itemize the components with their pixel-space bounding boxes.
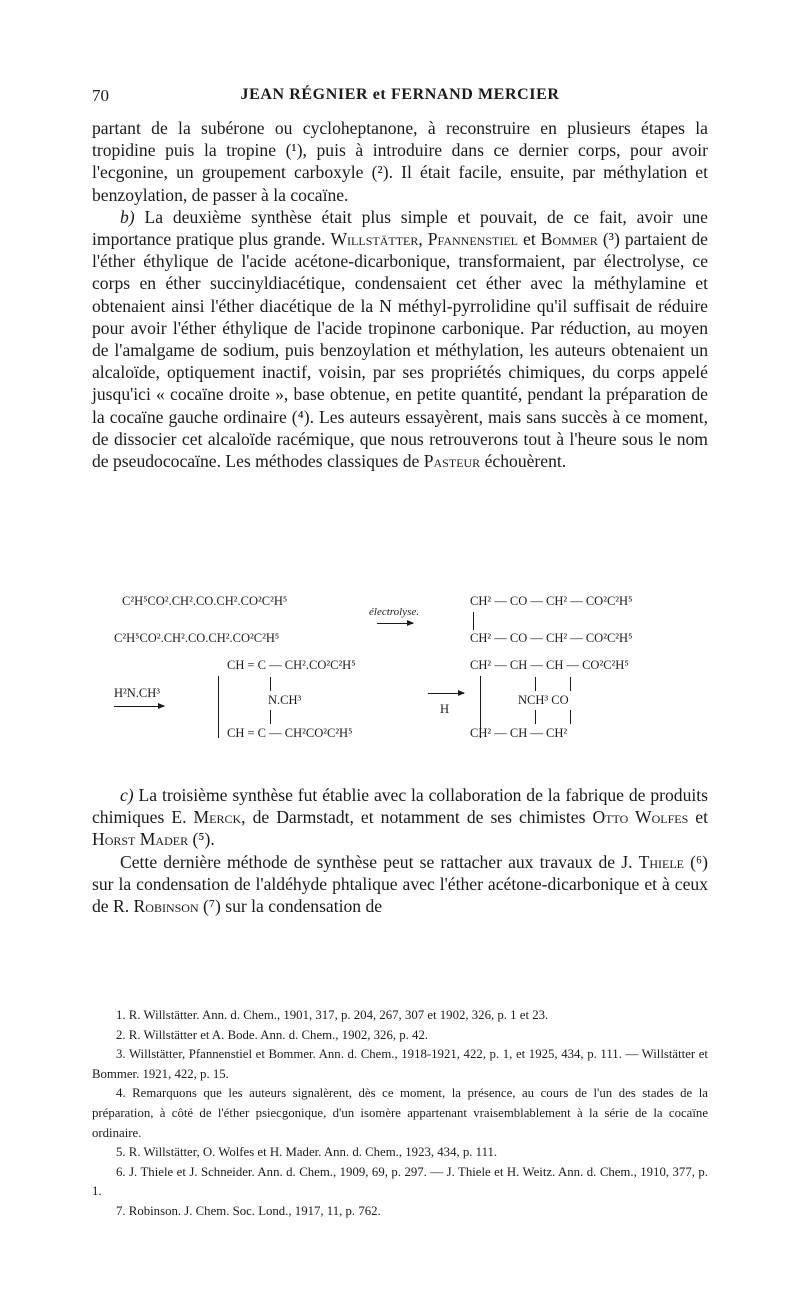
- paragraph-second-synthesis: b) La deuxième synthèse était plus simple et pouvait, de ce fait, avoir une importance pratique plus grande. Willstätter, Pfannenstiel et Bommer (³) partaient de l'éther éthylique de l'acide acétone-dicarbonique, transformaient, par électrolyse, ce corps en éther succinyldiacétique, condensaient cet éther avec la méthylamine et obtenaient ainsi l'éther diacétique de la N méthyl-pyrrolidine qu'il suffisait de réduire pour avoir l'éther éthylique de l'acide tropinone carbonique. Par réduction, au moyen de l'amalgame de sodium, puis benzoylation et méthylation, les auteurs obtenaient un alcaloïde, optiquement inactif, voisin, par ses propriétés chimiques, du corps appelé jusqu'ici « cocaïne droite », base obtenue, en petite quantité, pendant la préparation de la cocaïne gauche ordinaire (⁴). Les auteurs essayèrent, mais sans succès à ce moment, de dissocier cet alcaloïde racémique, que nous retrouverons tout à l'heure sous le nom de pseudococaïne. Les méthodes classiques de Pasteur échouèrent.: [92, 206, 708, 472]
- arrow-electrolysis: [377, 623, 413, 624]
- bond-line-succinyl: [473, 612, 474, 630]
- footnote-1: 1. R. Willstätter. Ann. d. Chem., 1901, 317, p. 204, 267, 307 et 1902, 326, p. 1 et 23.: [116, 1008, 549, 1022]
- footnote-6: 6. J. Thiele et J. Schneider. Ann. d. Chem., 1909, 69, p. 297. — J. Thiele et H. Weitz. Ann. d. Chem., 1910, 377, p. 1.: [92, 1164, 708, 1199]
- formula-right-top: CH² — CO — CH² — CO²C²H⁵: [470, 594, 633, 608]
- arrow-reduction: [428, 693, 464, 694]
- bond-line-pyrrole: [218, 676, 219, 738]
- footnote-2: 2. R. Willstätter et A. Bode. Ann. d. Chem., 1902, 326, p. 42.: [116, 1027, 429, 1042]
- author-names: Willstätter, Pfannenstiel: [330, 229, 518, 250]
- paragraph-continuation: partant de la subérone ou cycloheptanone, à reconstruire en plusieurs étapes la tropidine puis la tropine (¹), puis à introduire dans ce dernier corps, pour avoir l'ecgonine, un groupement carboxyle (²). Il était facile, ensuite, par méthylation et benzoylation, de passer à la cocaïne.: [92, 118, 708, 205]
- reaction-scheme: [92, 590, 708, 780]
- label-electrolyse: électrolyse.: [369, 606, 419, 618]
- section-label-b: b): [120, 206, 135, 227]
- bond-ch-right-top: [570, 677, 571, 691]
- formula-left-bottom: C²H⁵CO².CH².CO.CH².CO²C²H⁵: [114, 631, 280, 645]
- page-number: 70: [92, 86, 109, 105]
- formula-mid-bottom: CH = C — CH²CO²C²H⁵: [227, 726, 353, 740]
- footnote-3: 3. Willstätter, Pfannenstiel et Bommer. Ann. d. Chem., 1918-1921, 422, p. 1, et 1925, 434, p. 111. — Willstätter et Bommer. 1921, 422, p. 15.: [92, 1047, 708, 1081]
- body-text-lower: [92, 784, 708, 917]
- footnotes: [92, 1006, 708, 1222]
- body-text-upper: [92, 117, 708, 472]
- paragraph-third-synthesis: c) La troisième synthèse fut établie avec la collaboration de la fabrique de produits chimiques E. Merck, de Darmstadt, et notamment de ses chimistes Otto Wolfes et Horst Mader (⁵).: [92, 785, 709, 850]
- footnote-4: 4. Remarquons que les auteurs signalèrent, dès ce moment, la présence, au cours de l'un des stades de la préparation, à côté de l'éther psiecgonique, d'un isomère appartenant vraisemblablement à la série de la cocaïne ordinaire.: [92, 1086, 708, 1140]
- footnote-5: 5. R. Willstätter, O. Wolfes et H. Mader. Ann. d. Chem., 1923, 434, p. 111.: [116, 1145, 498, 1160]
- formula-left-top: C²H⁵CO².CH².CO.CH².CO²C²H⁵: [122, 594, 288, 608]
- formula-mid-n: N.CH³: [268, 693, 302, 707]
- author-pasteur: Pasteur: [423, 451, 481, 472]
- chemist-mader: Horst Mader: [92, 829, 189, 850]
- author-bommer: Bommer: [540, 229, 598, 250]
- formula-mid-top: CH = C — CH².CO²C²H⁵: [227, 658, 356, 672]
- bond-ch-left-bottom: [535, 710, 536, 724]
- author-thiele: Thiele: [638, 851, 685, 872]
- page-header: [92, 86, 708, 112]
- author-robinson: Robinson: [133, 896, 199, 917]
- company-merck: Merck: [193, 807, 242, 828]
- paragraph-method-relation: Cette dernière méthode de synthèse peut se rattacher aux travaux de J. Thiele (⁶) sur la condensation de l'aldéhyde phtalique avec l'éther acétone-dicarbonique et à ceux de R. Robinson (⁷) sur la condensation de: [92, 851, 708, 917]
- running-title: JEAN RÉGNIER et FERNAND MERCIER: [240, 86, 560, 103]
- formula-right-bottom: CH² — CO — CH² — CO²C²H⁵: [470, 631, 633, 645]
- bond-n-top: [270, 677, 271, 691]
- bond-n-bottom: [270, 710, 271, 724]
- section-label-c: c): [120, 785, 134, 805]
- formula-final-bottom: CH² — CH — CH²: [470, 726, 568, 740]
- arrow-condensation: [114, 706, 164, 707]
- chemist-wolfes: Otto Wolfes: [592, 807, 689, 828]
- bond-ch-right-bottom: [570, 710, 571, 724]
- formula-final-top: CH² — CH — CH — CO²C²H⁵: [470, 658, 629, 672]
- bond-ch-left-top: [535, 677, 536, 691]
- reagent-methylamine: H²N.CH³: [114, 686, 161, 700]
- label-h: H: [440, 702, 450, 716]
- footnote-7: 7. Robinson. J. Chem. Soc. Lond., 1917, 11, p. 762.: [116, 1203, 381, 1218]
- formula-final-mid: NCH³ CO: [518, 693, 569, 707]
